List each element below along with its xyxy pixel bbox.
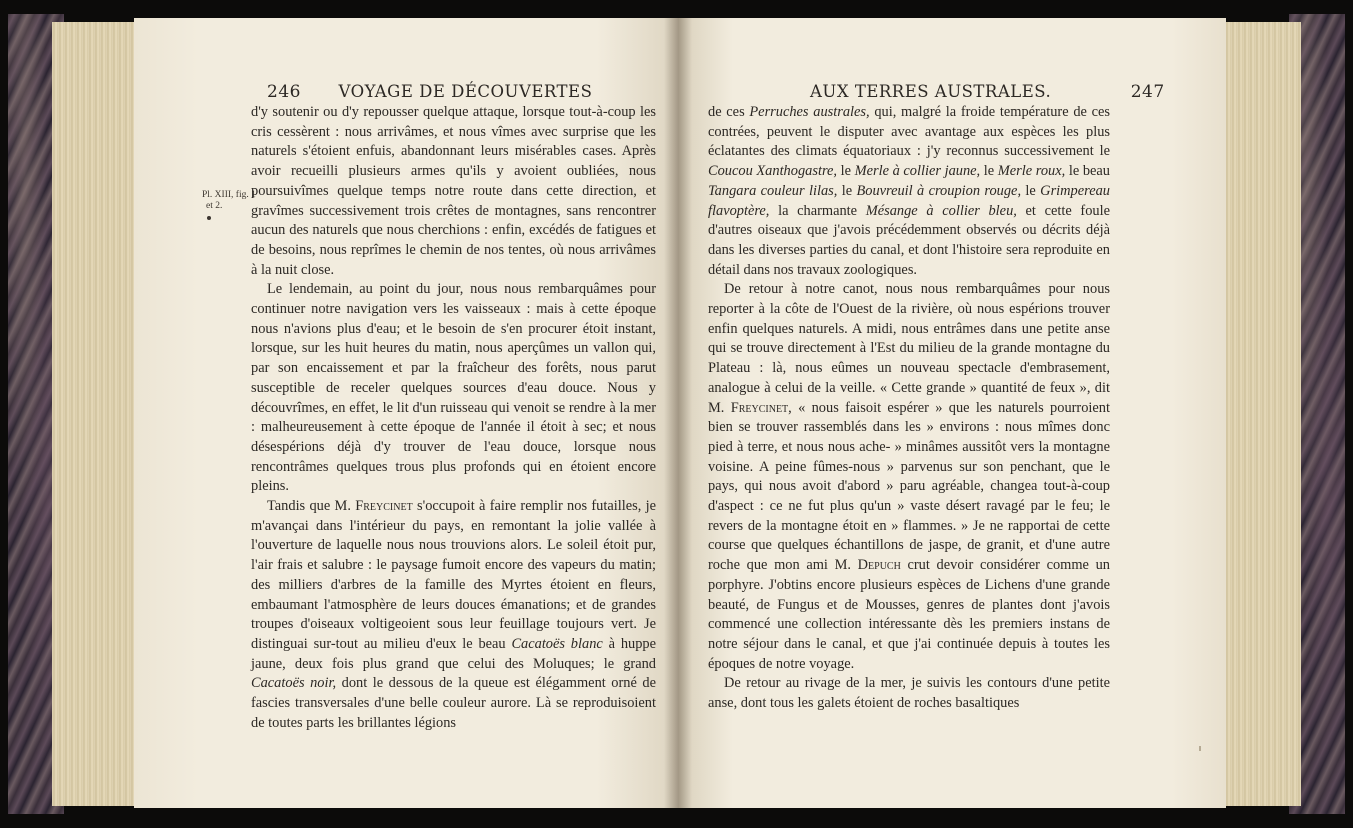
right-body-text — [708, 103, 1110, 714]
right-running-head — [810, 82, 1165, 102]
paper-spot — [1199, 746, 1201, 751]
left-body-text — [251, 103, 656, 734]
r2-s3: crut devoir considérer comme un porphyre. J'obtins encore plusieurs espèces de Lichens d'une grande beauté, de Fungus et de Mousses, genres de plantes dont j'avois commencé une collection intéressante dès les premiers instans de notre séjour dans le canal, et que j'ai continuée depuis à toutes les époques de notre voyage. — [708, 557, 1110, 672]
r2-name-depuch: Depuch — [857, 557, 901, 574]
r1-s9: et cette foule d'autres oiseaux que j'avois précédemment observés ou décrits déjà dans les diverses parties du canal, et dont l'histoire sera reproduite en détail dans nos travaux zoologiques. — [708, 202, 1110, 278]
right-page-edges — [1213, 22, 1301, 806]
p3-name-freycinet: Freycinet — [355, 498, 413, 515]
left-paragraph-1: d'y soutenir ou d'y repousser quelque attaque, lorsque tout-à-coup les cris cessèrent : nous arrivâmes, et nous vîmes avec surprise que les naturels s'étoient enfuis, abandonnant leurs misérables cases. Après avoir recueilli plusieurs armes qu'ils y avoient oubliées, nous poursuivîmes quelque temps notre route dans cette direction, et gravîmes successivement trois crêtes de montagnes, sans rencontrer aucun des naturels que nous cherchions : enfin, excédés de fatigues et de besoins, nous reprîmes le chemin de nos tentes, où nous arrivâmes à la nuit close. — [251, 104, 656, 278]
marginal-note — [202, 190, 256, 212]
p3-italic-cacatoes-blanc: Cacatoës blanc — [511, 635, 603, 652]
left-paragraph-2: Le lendemain, au point du jour, nous nous rembarquâmes pour continuer notre navigation vers les vaisseaux : mais à cette époque nous n'avions plus d'eau; et le besoin de s'en procurer étoit instant, lorsque, sur les huit heures du matin, nous aperçûmes un vallon qui, par son encaissement et par la fraîcheur des forêts, nous parut susceptible de receler quelques sources d'eau douce. Nous y découvrîmes, en effet, le lit d'un ruisseau qui venoit se rendre à la mer : malheureusement à cette époque de l'année il étoit à sec; et nous désespérions déjà d'y trouver de l'eau douce, lorsque nous rencontrâmes quelques trous plus profonds qui en étoient encore pleins. — [251, 281, 656, 495]
r1-s5: le beau — [1065, 163, 1110, 180]
right-paragraph-3: De retour au rivage de la mer, je suivis les contours d'une petite anse, dont tous les galets étoient de roches basaltiques — [708, 675, 1110, 712]
r1-italic-grimpereau: Grimpereau flavoptère, — [708, 182, 1110, 219]
marginal-note-line1: Pl. XIII, fig. 1 — [202, 190, 256, 200]
r2-name-freycinet: Freycinet — [730, 399, 789, 416]
r1-italic-coucou: Coucou Xanthogastre, — [708, 163, 837, 180]
right-page — [678, 18, 1226, 808]
r1-italic-merle-collier: Merle à collier jaune, — [854, 163, 981, 180]
r2-s2: , « nous faisoit espérer » que les naturels pourroient bien se trouver rassemblés dans les » environs : nous mîmes donc pied à terre, et nous nous ache- » minâmes aussitôt vers la montagne voisine. A peine fûmes-nous » parvenus sur son penchant, que le pays, qui nous avoit d'abord » paru agréable, changea tout-à-coup d'aspect : ce ne fut plus qu'un » vaste désert ravagé par le feu; le revers de la montagne étoit en » flammes. » Je ne rapportai de cette course que quelques échantillons de jaspe, de granit, et d'une autre roche que mon ami M. — [708, 399, 1110, 574]
left-page — [134, 18, 678, 808]
r1-italic-merle-roux: Merle roux, — [997, 163, 1066, 180]
r2-s1: De retour à notre canot, nous nous rembarquâmes pour nous reporter à la côte de l'Ouest de la rivière, où nous espérions trouver enfin quelques naturels. A midi, nous entrâmes dans une petite anse qui se trouve directement à l'Est du milieu de la grande montagne du Plateau : là, nous eûmes un nouveau spectacle d'embrasement, analogue à celui de la veille. « Cette grande » quantité de feux », dit M. — [708, 281, 1110, 416]
r1-italic-tangara: Tangara couleur lilas, — [708, 182, 838, 199]
p3-middle: à huppe jaune, deux fois plus grand que celui des Moluques; le grand — [251, 635, 656, 672]
r1-italic-perruches: Perruches australes, — [749, 104, 870, 120]
ink-mark — [207, 216, 211, 220]
left-paragraph-3 — [251, 497, 656, 733]
p3-italic-cacatoes-noir: Cacatoës noir, — [251, 675, 337, 692]
r1-s7: le — [1021, 182, 1041, 199]
left-running-head — [267, 82, 592, 102]
right-paragraph-1 — [708, 103, 1110, 280]
r1-italic-bouvreuil: Bouvreuil à croupion rouge, — [856, 182, 1022, 199]
right-folio: 247 — [1130, 82, 1165, 102]
r1-s8: la charmante — [769, 202, 866, 219]
p3-after: s'occupoit à faire remplir nos futailles, je m'avançai dans l'intérieur du pays, en remontant la jolie vallée à l'ouverture de laquelle nous nous trouvions alors. Le soleil étoit pur, l'air frais et salubre : le paysage fumoit encore des vapeurs du matin; des milliers d'arbres de la famille des Myrtes étoient en fleurs, embaumant l'atmosphère de leurs douces émanations; et de grandes troupes d'oiseaux voltigeoient sous leur feuillage toujours vert. Je distinguai sur-tout au milieu d'eux le beau — [251, 498, 656, 652]
marginal-note-line2: et 2. — [206, 201, 223, 211]
r1-italic-mesange: Mésange à collier bleu, — [865, 202, 1017, 219]
p3-before: Tandis que M. — [267, 498, 356, 515]
r1-s2: qui, malgré la froide température de ces contrées, peuvent le disputer avec avantage aux espèces les plus éclatantes des climats équatoriaux : j'y reconnus successivement le — [708, 104, 1110, 160]
left-running-title: VOYAGE DE DÉCOUVERTES — [338, 82, 593, 101]
left-folio: 246 — [267, 82, 301, 102]
left-page-edges — [52, 22, 140, 806]
r1-s3: le — [837, 163, 855, 180]
r1-s1: de ces — [708, 104, 750, 120]
p3-end: dont le dessous de la queue est élégamment orné de fascies transversales d'une belle couleur aurore. Là se reproduisoient de toutes parts les brillantes légions — [251, 675, 656, 731]
r1-s4: le — [980, 163, 998, 180]
right-paragraph-2 — [708, 280, 1110, 674]
right-running-title: AUX TERRES AUSTRALES. — [810, 82, 1052, 101]
r1-s6: le — [837, 182, 857, 199]
